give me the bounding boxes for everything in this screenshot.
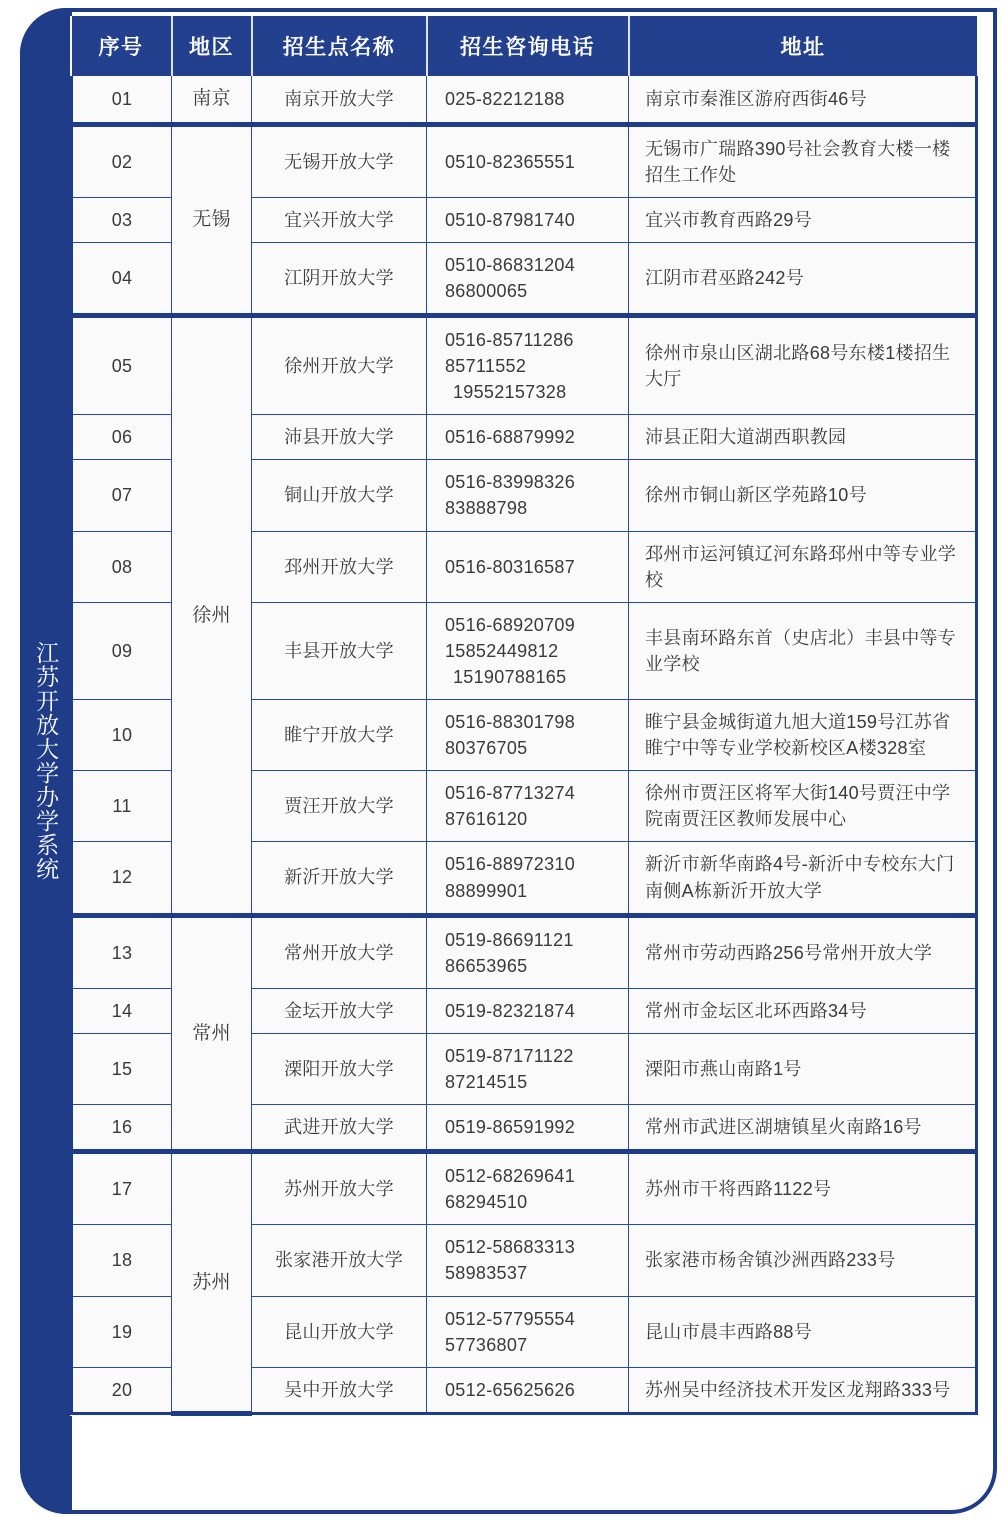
cell-phone[interactable]: [427, 700, 629, 771]
cell-phone[interactable]: [427, 602, 629, 699]
cell-no: 17: [72, 1152, 172, 1225]
column-header-addr: 地址: [629, 16, 977, 76]
cell-point-name: 张家港开放大学: [252, 1225, 427, 1296]
cell-point-name: 苏州开放大学: [252, 1152, 427, 1225]
cell-address: 常州市武进区湖塘镇星火南路16号: [629, 1105, 977, 1152]
cell-address: 昆山市晨丰西路88号: [629, 1296, 977, 1367]
cell-address: 常州市劳动西路256号常州开放大学: [629, 915, 977, 988]
cell-address: 南京市秦淮区游府西街46号: [629, 76, 977, 124]
cell-address: 江阴市君巫路242号: [629, 242, 977, 315]
cell-phone[interactable]: [427, 460, 629, 531]
column-header-phone: 招生咨询电话: [427, 16, 629, 76]
phone-number[interactable]: 0519-86591992: [445, 1117, 576, 1138]
phone-number[interactable]: 0519-86691121: [445, 929, 574, 950]
cell-point-name: 常州开放大学: [252, 915, 427, 988]
cell-address: 苏州市干将西路1122号: [629, 1152, 977, 1225]
cell-address: 徐州市泉山区湖北路68号东楼1楼招生大厅: [629, 316, 977, 415]
phone-number[interactable]: 0516-68879992: [445, 427, 576, 448]
phone-number[interactable]: 0519-87171122: [445, 1045, 574, 1066]
cell-no: 15: [72, 1033, 172, 1104]
phone-number[interactable]: 86800065: [445, 280, 528, 301]
cell-point-name: 铜山开放大学: [252, 460, 427, 531]
cell-point-name: 南京开放大学: [252, 76, 427, 124]
cell-address: 沛县正阳大道湖西职教园: [629, 415, 977, 460]
phone-number[interactable]: 68294510: [445, 1192, 528, 1213]
phone-number[interactable]: 86653965: [445, 955, 528, 976]
cell-no: 06: [72, 415, 172, 460]
cell-phone[interactable]: [427, 76, 629, 124]
cell-point-name: 徐州开放大学: [252, 316, 427, 415]
cell-point-name: 沛县开放大学: [252, 415, 427, 460]
table-row: [72, 76, 977, 124]
cell-point-name: 江阴开放大学: [252, 242, 427, 315]
phone-number[interactable]: 80376705: [445, 738, 528, 759]
cell-address: 徐州市铜山新区学苑路10号: [629, 460, 977, 531]
cell-phone[interactable]: [427, 1033, 629, 1104]
cell-no: 12: [72, 842, 172, 915]
cell-phone[interactable]: [427, 1225, 629, 1296]
phone-number[interactable]: 0516-88972310: [445, 854, 576, 875]
table-row: [72, 915, 977, 988]
phone-number[interactable]: 15190788165: [453, 666, 567, 687]
phone-number[interactable]: 57736807: [445, 1334, 528, 1355]
cell-no: 05: [72, 316, 172, 415]
cell-no: 20: [72, 1367, 172, 1413]
cell-address: 徐州市贾汪区将军大街140号贾汪中学院南贾汪区教师发展中心: [629, 771, 977, 842]
cell-point-name: 溧阳开放大学: [252, 1033, 427, 1104]
cell-phone[interactable]: [427, 1105, 629, 1152]
cell-no: 13: [72, 915, 172, 988]
cell-point-name: 新沂开放大学: [252, 842, 427, 915]
phone-number[interactable]: 0516-83998326: [445, 472, 576, 493]
phone-number[interactable]: 0516-80316587: [445, 556, 576, 577]
phone-number[interactable]: 0512-58683313: [445, 1237, 576, 1258]
cell-phone[interactable]: [427, 1152, 629, 1225]
cell-point-name: 贾汪开放大学: [252, 771, 427, 842]
cell-phone[interactable]: [427, 915, 629, 988]
phone-number[interactable]: 0519-82321874: [445, 1000, 576, 1021]
cell-address: 丰县南环路东首（史店北）丰县中等专业学校: [629, 602, 977, 699]
phone-number[interactable]: 0516-88301798: [445, 712, 576, 733]
cell-point-name: 昆山开放大学: [252, 1296, 427, 1367]
table-row: [72, 1152, 977, 1225]
cell-address: 张家港市杨舍镇沙洲西路233号: [629, 1225, 977, 1296]
cell-phone[interactable]: [427, 1296, 629, 1367]
column-header-area: 地区: [172, 16, 252, 76]
phone-number[interactable]: 58983537: [445, 1263, 528, 1284]
cell-phone[interactable]: [427, 531, 629, 602]
cell-point-name: 武进开放大学: [252, 1105, 427, 1152]
cell-phone[interactable]: [427, 242, 629, 315]
table-container: [70, 16, 975, 1416]
cell-no: 08: [72, 531, 172, 602]
cell-address: 新沂市新华南路4号-新沂中专校东大门南侧A栋新沂开放大学: [629, 842, 977, 915]
phone-number[interactable]: 0516-85711286: [445, 330, 574, 351]
phone-number[interactable]: 0510-82365551: [445, 151, 576, 172]
cell-area: 徐州: [172, 316, 252, 916]
table-row: [72, 124, 977, 197]
cell-phone[interactable]: [427, 124, 629, 197]
phone-number[interactable]: 0512-65625626: [445, 1379, 576, 1400]
cell-no: 10: [72, 700, 172, 771]
cell-address: 溧阳市燕山南路1号: [629, 1033, 977, 1104]
cell-no: 03: [72, 197, 172, 242]
phone-number[interactable]: 0516-68920709: [445, 614, 576, 635]
sidebar-band: [20, 8, 72, 1514]
cell-address: 邳州市运河镇辽河东路邳州中等专业学校: [629, 531, 977, 602]
cell-no: 11: [72, 771, 172, 842]
cell-no: 07: [72, 460, 172, 531]
cell-phone[interactable]: [427, 771, 629, 842]
cell-no: 14: [72, 988, 172, 1033]
enrollment-points-table: [70, 16, 978, 1416]
cell-area: 无锡: [172, 124, 252, 315]
cell-no: 01: [72, 76, 172, 124]
cell-point-name: 宜兴开放大学: [252, 197, 427, 242]
cell-point-name: 吴中开放大学: [252, 1367, 427, 1413]
cell-phone[interactable]: [427, 316, 629, 415]
sidebar-vertical-title: 江苏开放大学办学系统: [33, 641, 60, 881]
cell-phone[interactable]: [427, 1367, 629, 1413]
table-body: [72, 76, 977, 1413]
phone-number[interactable]: 025-82212188: [445, 88, 565, 109]
phone-number[interactable]: 0516-87713274: [445, 783, 576, 804]
column-header-no: 序号: [72, 16, 172, 76]
phone-number[interactable]: 0510-86831204: [445, 254, 576, 275]
cell-area: 南京: [172, 76, 252, 124]
table-row: [72, 316, 977, 415]
phone-number[interactable]: 87616120: [445, 809, 528, 830]
cell-area: 苏州: [172, 1152, 252, 1414]
cell-no: 18: [72, 1225, 172, 1296]
phone-number[interactable]: 0512-57795554: [445, 1308, 576, 1329]
cell-phone[interactable]: [427, 197, 629, 242]
table-header: [72, 16, 977, 76]
cell-phone[interactable]: [427, 415, 629, 460]
phone-number[interactable]: 15852449812: [445, 640, 559, 661]
cell-no: 02: [72, 124, 172, 197]
cell-address: 宜兴市教育西路29号: [629, 197, 977, 242]
phone-number[interactable]: 88899901: [445, 880, 528, 901]
phone-number[interactable]: 0512-68269641: [445, 1166, 576, 1187]
cell-no: 09: [72, 602, 172, 699]
cell-point-name: 金坛开放大学: [252, 988, 427, 1033]
cell-no: 16: [72, 1105, 172, 1152]
cell-address: 常州市金坛区北环西路34号: [629, 988, 977, 1033]
table-header-row: [72, 16, 977, 76]
cell-no: 04: [72, 242, 172, 315]
cell-no: 19: [72, 1296, 172, 1367]
phone-number[interactable]: 87214515: [445, 1071, 528, 1092]
phone-number[interactable]: 19552157328: [453, 382, 567, 403]
cell-point-name: 邳州开放大学: [252, 531, 427, 602]
cell-address: 无锡市广瑞路390号社会教育大楼一楼招生工作处: [629, 124, 977, 197]
cell-point-name: 无锡开放大学: [252, 124, 427, 197]
column-header-name: 招生点名称: [252, 16, 427, 76]
cell-phone[interactable]: [427, 842, 629, 915]
phone-number[interactable]: 85711552: [445, 356, 527, 377]
cell-point-name: 睢宁开放大学: [252, 700, 427, 771]
cell-address: 苏州吴中经济技术开发区龙翔路333号: [629, 1367, 977, 1413]
cell-point-name: 丰县开放大学: [252, 602, 427, 699]
cell-address: 睢宁县金城街道九旭大道159号江苏省睢宁中等专业学校新校区A楼328室: [629, 700, 977, 771]
phone-number[interactable]: 83888798: [445, 498, 528, 519]
cell-area: 常州: [172, 915, 252, 1152]
phone-number[interactable]: 0510-87981740: [445, 209, 576, 230]
cell-phone[interactable]: [427, 988, 629, 1033]
